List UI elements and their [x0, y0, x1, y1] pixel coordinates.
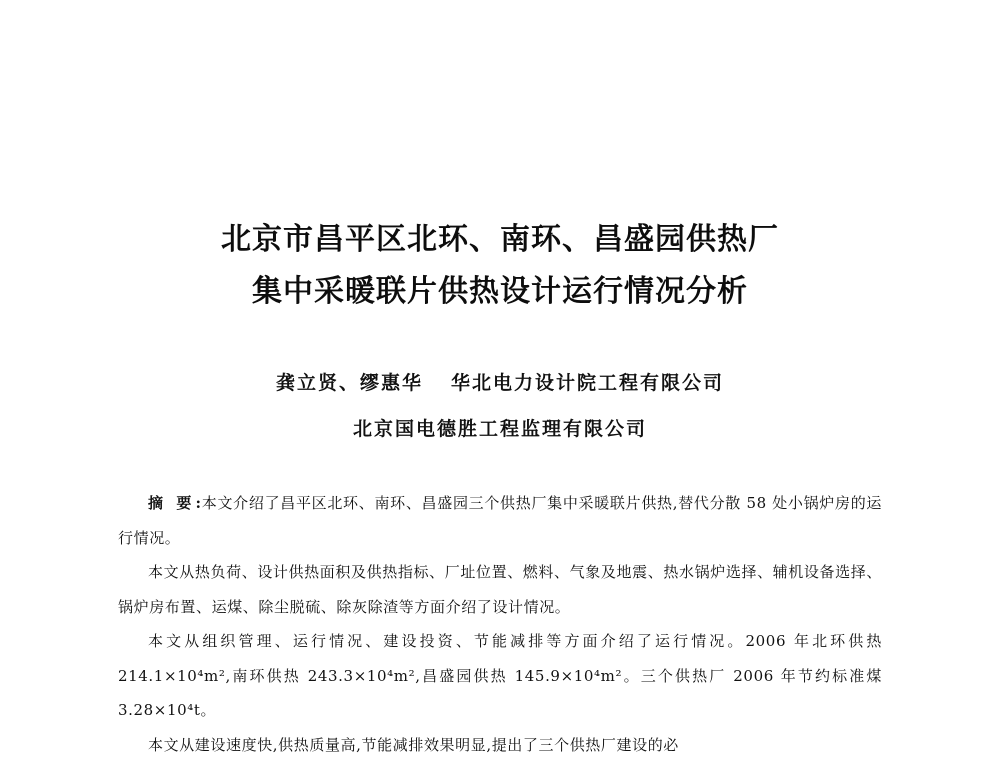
paper-title-line-2: 集中采暖联片供热设计运行情况分析: [0, 266, 1000, 310]
abstract-paragraph-1: [118, 486, 882, 555]
abstract-paragraph-text: 本文介绍了昌平区北环、南环、昌盛园三个供热厂集中采暖联片供热,替代分散 58 处小锅炉房的运行情况。: [118, 494, 882, 547]
paper-title-line-1: 北京市昌平区北环、南环、昌盛园供热厂: [0, 214, 1000, 258]
author-line: [0, 368, 1000, 395]
abstract-paragraph-3: 本文从组织管理、运行情况、建设投资、节能减排等方面介绍了运行情况。2006 年北环供热 214.1×10⁴m²,南环供热 243.3×10⁴m²,昌盛园供热 145.9×10⁴m²。三个供热厂 2006 年节约标准煤 3.28×10⁴t。: [118, 624, 882, 728]
author-affiliation-1: 华北电力设计院工程有限公司: [451, 372, 724, 394]
abstract: [118, 486, 882, 762]
author-affiliation-2: 北京国电德胜工程监理有限公司: [0, 414, 1000, 441]
author-names: 龚立贤、缪惠华: [276, 372, 423, 394]
abstract-label: 摘 要: [148, 494, 196, 512]
abstract-paragraph-2: 本文从热负荷、设计供热面积及供热指标、厂址位置、燃料、气象及地震、热水锅炉选择、辅机设备选择、锅炉房布置、运煤、除尘脱硫、除灰除渣等方面介绍了设计情况。: [118, 555, 882, 624]
abstract-paragraph-4: 本文从建设速度快,供热质量高,节能减排效果明显,提出了三个供热厂建设的必: [118, 728, 882, 762]
abstract-label-separator: :: [196, 494, 202, 512]
